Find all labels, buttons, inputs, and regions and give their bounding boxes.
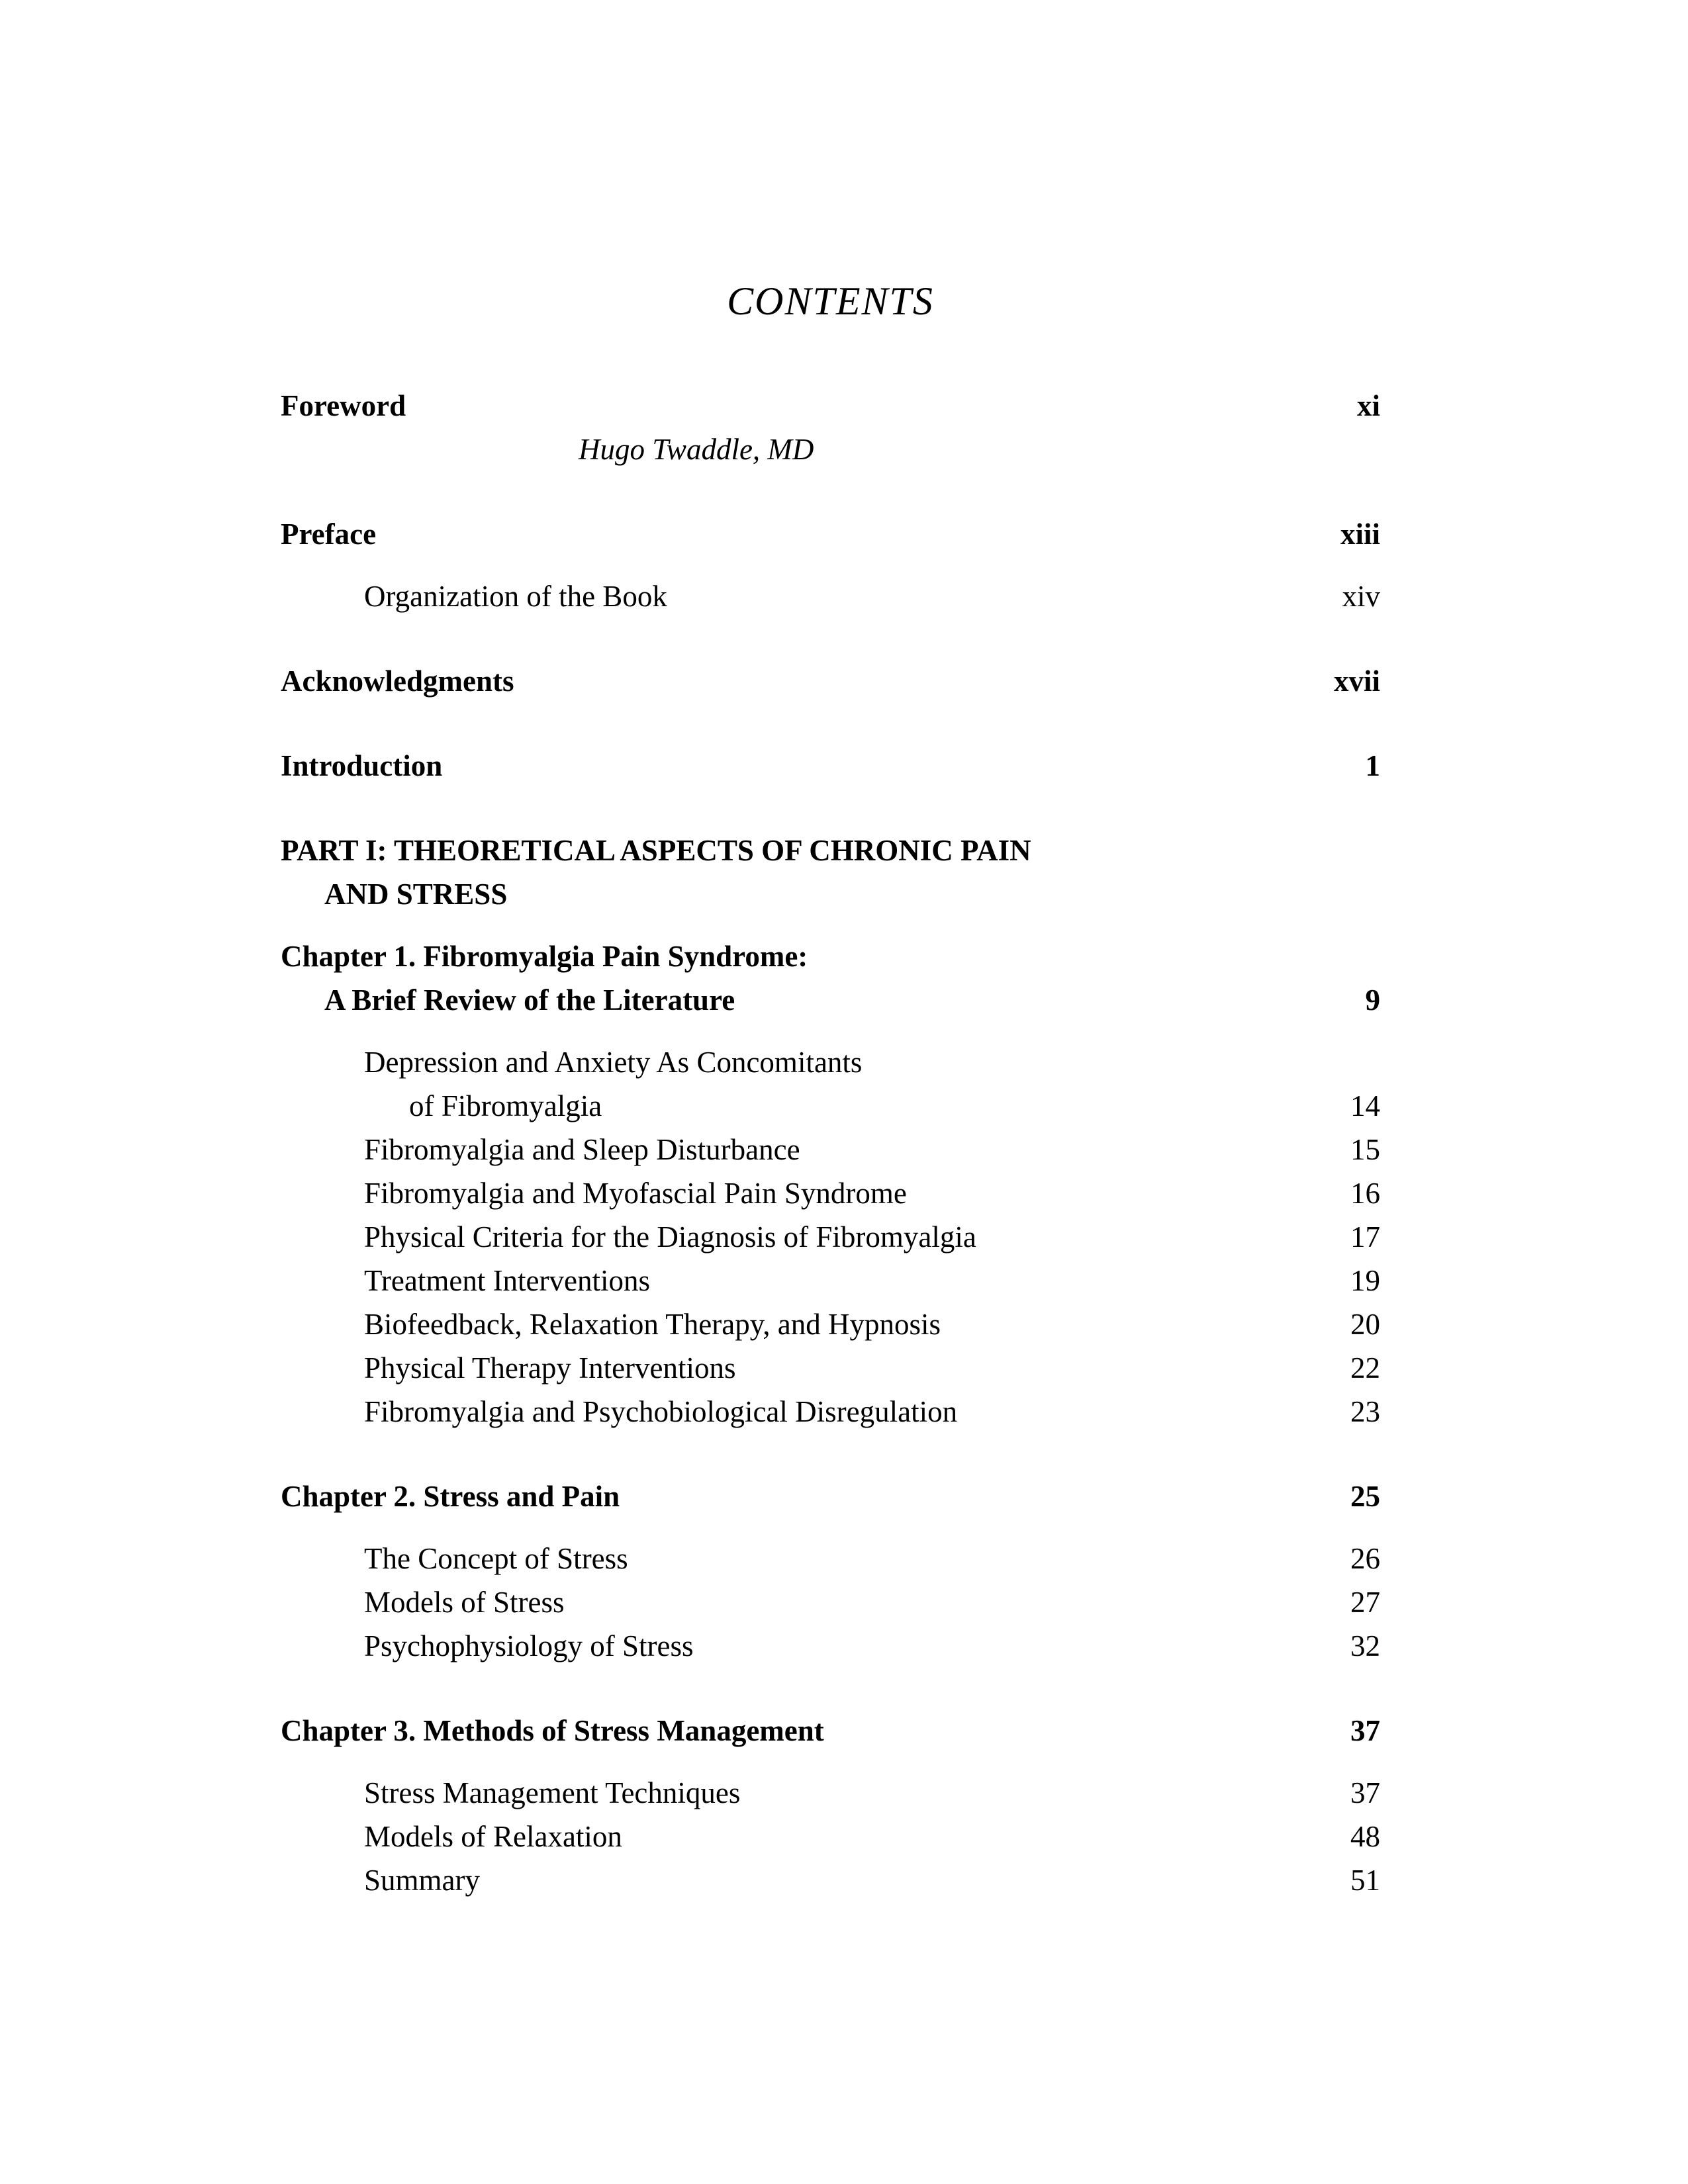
toc-entry (281, 1580, 1380, 1624)
entry-label: Fibromyalgia and Sleep Disturbance (364, 1133, 800, 1166)
entry-page-number: xiv (1342, 580, 1380, 613)
toc-entry (281, 1040, 1380, 1084)
toc-entry (281, 428, 1380, 471)
entry-page-number: xi (1356, 389, 1380, 422)
entry-label: of Fibromyalgia (409, 1089, 602, 1122)
entry-label: Biofeedback, Relaxation Therapy, and Hypnosis (364, 1308, 941, 1341)
entry-label: The Concept of Stress (364, 1542, 628, 1575)
entry-page-number: 15 (1350, 1133, 1380, 1166)
entry-page-number: xvii (1333, 664, 1380, 698)
entry-label: Chapter 1. Fibromyalgia Pain Syndrome: (281, 940, 808, 973)
toc-entry (281, 512, 1380, 556)
entry-page-number: 17 (1350, 1220, 1380, 1253)
toc-entry (281, 1815, 1380, 1858)
entry-label: Summary (364, 1864, 480, 1897)
entry-page-number: 25 (1350, 1480, 1380, 1513)
entry-page-number: 48 (1350, 1820, 1380, 1853)
toc-entry (281, 1084, 1380, 1128)
toc-entry (281, 829, 1380, 872)
entry-label: Psychophysiology of Stress (364, 1629, 694, 1662)
entry-page-number: 23 (1350, 1395, 1380, 1428)
entry-label: Models of Stress (364, 1586, 565, 1619)
toc-entry (281, 574, 1380, 618)
page-title: CONTENTS (727, 279, 934, 323)
entry-page-number: 51 (1350, 1864, 1380, 1897)
entry-page-number: 9 (1365, 983, 1380, 1017)
entry-label: Stress Management Techniques (364, 1776, 741, 1809)
entry-page-number: 37 (1350, 1776, 1380, 1809)
entry-label: Fibromyalgia and Myofascial Pain Syndrome (364, 1177, 907, 1210)
toc-entry (281, 1302, 1380, 1346)
entry-label: Chapter 3. Methods of Stress Management (281, 1714, 824, 1747)
toc-entry (281, 978, 1380, 1022)
toc-entry (281, 1537, 1380, 1580)
entry-label: Preface (281, 518, 377, 551)
entry-page-number: 37 (1350, 1714, 1380, 1747)
entry-label: Physical Criteria for the Diagnosis of Fibromyalgia (364, 1220, 976, 1253)
toc-entry (281, 872, 1380, 916)
toc-entry (281, 1128, 1380, 1171)
entry-label: Organization of the Book (364, 580, 667, 613)
toc-entry (281, 1259, 1380, 1302)
entry-page-number: 32 (1350, 1629, 1380, 1662)
entry-label: Introduction (281, 749, 443, 782)
toc-entry (281, 1171, 1380, 1215)
entry-page-number: 14 (1350, 1089, 1380, 1122)
entry-page-number: 1 (1365, 749, 1380, 782)
toc-list (281, 384, 1380, 1902)
entry-page-number: 26 (1350, 1542, 1380, 1575)
entry-label: Acknowledgments (281, 664, 514, 698)
toc-entry (281, 934, 1380, 978)
toc-entry (281, 1215, 1380, 1259)
entry-label: Treatment Interventions (364, 1264, 651, 1297)
entry-label: AND STRESS (324, 878, 508, 911)
entry-page-number: 20 (1350, 1308, 1380, 1341)
entry-label: Depression and Anxiety As Concomitants (364, 1046, 863, 1079)
entry-label: A Brief Review of the Literature (324, 983, 735, 1017)
entry-label: Physical Therapy Interventions (364, 1351, 736, 1385)
toc-entry (281, 1475, 1380, 1518)
entry-label: Chapter 2. Stress and Pain (281, 1480, 620, 1513)
toc-entry (281, 659, 1380, 703)
toc-entry (281, 744, 1380, 788)
entry-page-number: 22 (1350, 1351, 1380, 1385)
toc-entry (281, 1771, 1380, 1815)
toc-entry (281, 1390, 1380, 1433)
toc-entry (281, 384, 1380, 428)
entry-label: PART I: THEORETICAL ASPECTS OF CHRONIC PAIN (281, 834, 1031, 867)
entry-page-number: xiii (1340, 518, 1380, 551)
entry-label: Models of Relaxation (364, 1820, 622, 1853)
entry-label: Foreword (281, 389, 406, 422)
toc-entry (281, 1858, 1380, 1902)
entry-label: Fibromyalgia and Psychobiological Disregulation (364, 1395, 958, 1428)
entry-page-number: 16 (1350, 1177, 1380, 1210)
entry-page-number: 19 (1350, 1264, 1380, 1297)
toc-entry (281, 1709, 1380, 1752)
entry-page-number: 27 (1350, 1586, 1380, 1619)
entry-label: Hugo Twaddle, MD (579, 433, 814, 466)
toc-entry (281, 1346, 1380, 1390)
toc-entry (281, 1624, 1380, 1668)
